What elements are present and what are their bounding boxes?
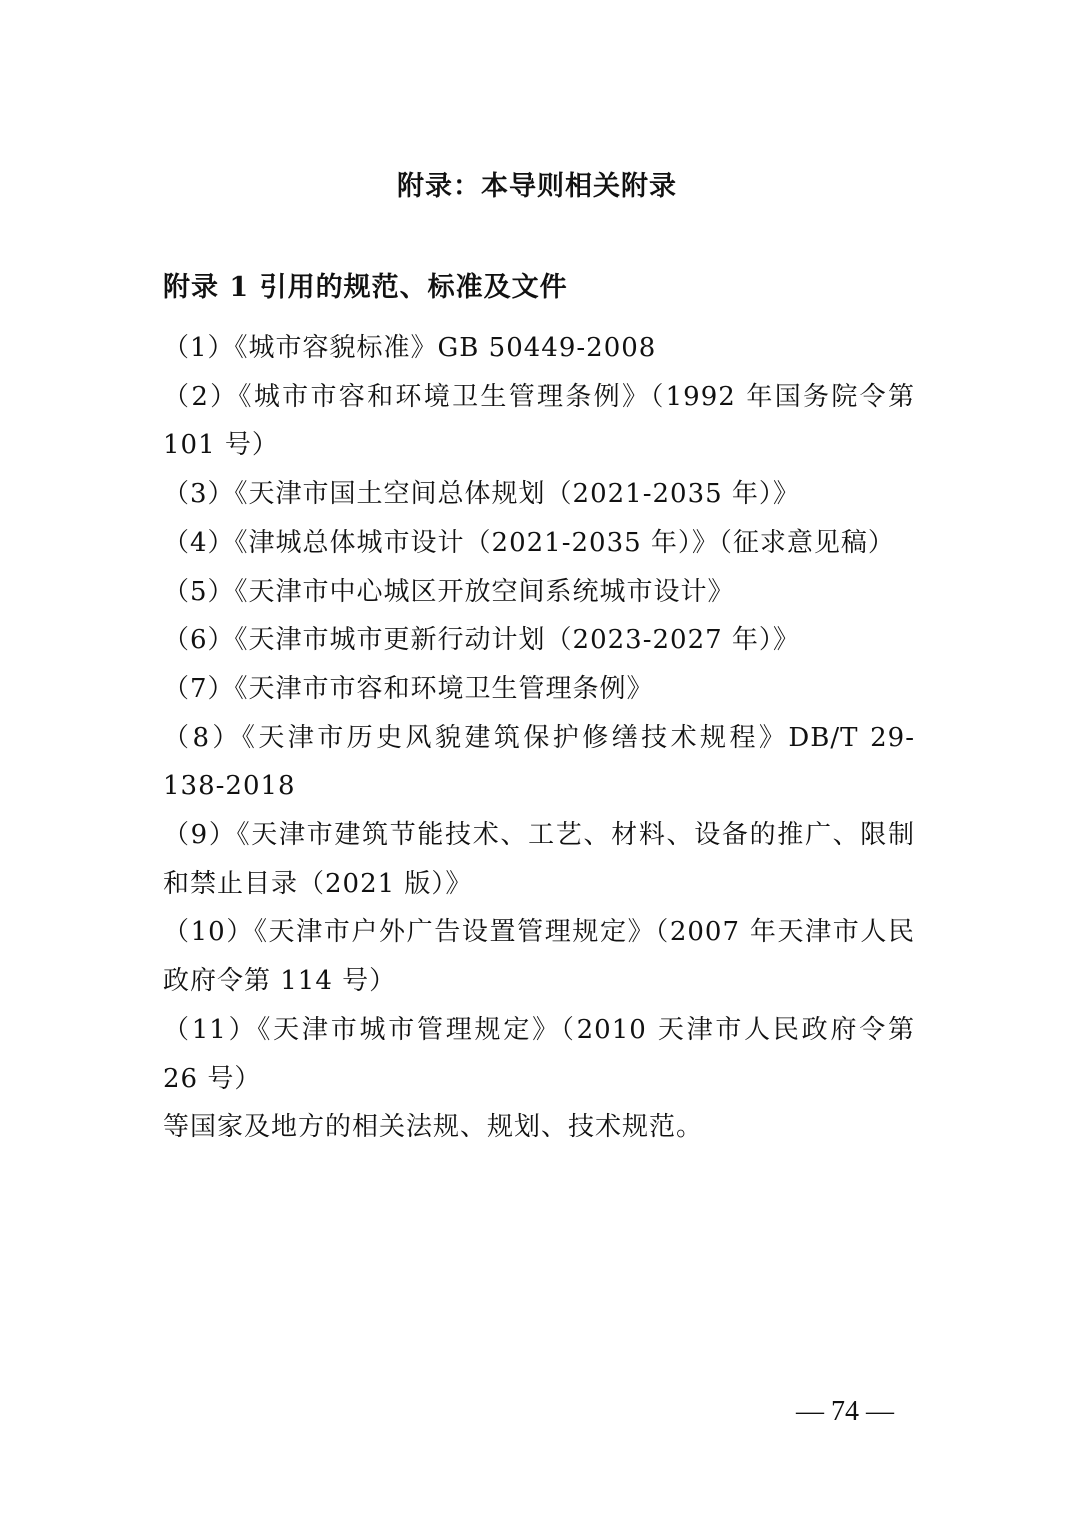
reference-item: （7）《天津市市容和环境卫生管理条例》 xyxy=(163,673,654,704)
reference-item: （2）《城市市容和环境卫生管理条例》（1992 年国务院令第 101 号） xyxy=(163,381,915,461)
reference-item: （10）《天津市户外广告设置管理规定》（2007 年天津市人民政府令第 114 号） xyxy=(163,917,915,997)
reference-item: （5）《天津市中心城区开放空间系统城市设计》 xyxy=(163,576,735,607)
reference-item: （6）《天津市城市更新行动计划（2023-2027 年）》 xyxy=(163,625,800,656)
reference-item: （1）《城市容貌标准》GB 50449-2008 xyxy=(163,333,657,363)
reference-item: （8）《天津市历史风貌建筑保护修缮技术规程》DB/T 29-138-2018 xyxy=(163,722,915,802)
reference-item: （3）《天津市国土空间总体规划（2021-2035 年）》 xyxy=(163,479,800,510)
reference-item: （9）《天津市建筑节能技术、工艺、材料、设备的推广、限制和禁止目录（2021 版）》 xyxy=(163,820,915,899)
reference-item: （4）《津城总体城市设计（2021-2035 年）》（征求意见稿） xyxy=(163,527,895,558)
reference-list xyxy=(163,324,915,1152)
section-heading: 附录 1 引用的规范、标准及文件 xyxy=(163,272,568,303)
page-number: — 74 — xyxy=(796,1396,894,1427)
closing-text: 等国家及地方的相关法规、规划、技术规范。 xyxy=(163,1112,704,1143)
reference-item: （11）《天津市城市管理规定》（2010 天津市人民政府令第 26 号） xyxy=(163,1014,915,1094)
page-title: 附录：本导则相关附录 xyxy=(397,171,677,202)
